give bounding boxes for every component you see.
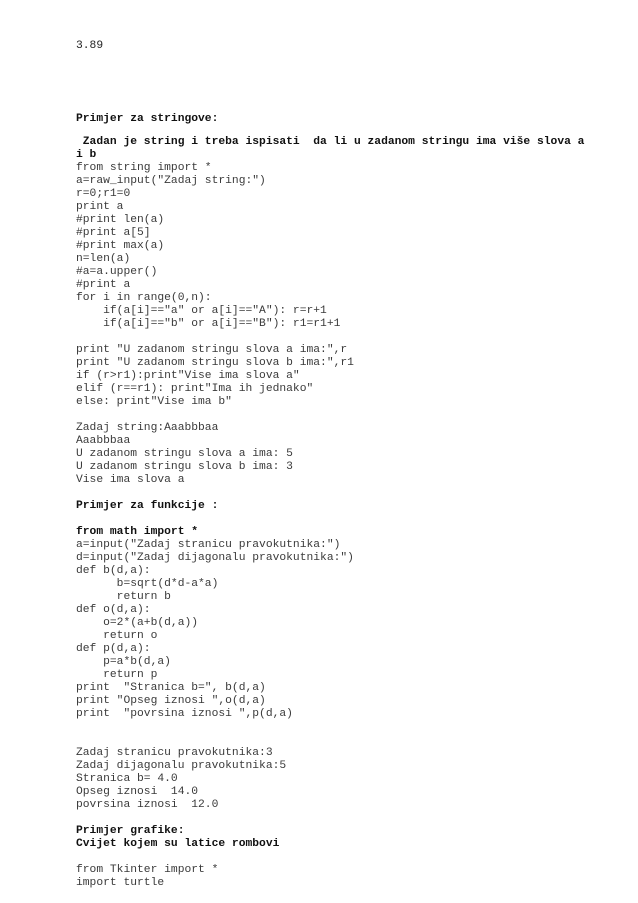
code-line: elif (r==r1): print"Ima ih jednako" <box>76 383 314 395</box>
page-number: 3.89 <box>76 40 104 52</box>
code-line: #print a[5] <box>76 227 151 239</box>
output-line: povrsina iznosi 12.0 <box>76 799 219 811</box>
functions-import-line: from math import * <box>76 526 199 538</box>
code-line: else: print"Vise ima b" <box>76 396 232 408</box>
graphics-subheading: Cvijet kojem su latice rombovi <box>76 838 280 850</box>
graphics-heading: Primjer grafike: <box>76 825 185 837</box>
code-line: if (r>r1):print"Vise ima slova a" <box>76 370 300 382</box>
code-line: def p(d,a): <box>76 643 151 655</box>
output-line: Stranica b= 4.0 <box>76 773 178 785</box>
code-line: return p <box>76 669 158 681</box>
code-line: #a=a.upper() <box>76 266 158 278</box>
code-line: r=0;r1=0 <box>76 188 131 200</box>
code-line: p=a*b(d,a) <box>76 656 171 668</box>
output-line: Aaabbbaa <box>76 435 131 447</box>
code-line: if(a[i]=="b" or a[i]=="B"): r1=r1+1 <box>76 318 341 330</box>
strings-heading: Primjer za stringove: <box>76 113 219 125</box>
code-line: print "povrsina iznosi ",p(d,a) <box>76 708 293 720</box>
functions-heading: Primjer za funkcije : <box>76 500 219 512</box>
code-line: d=input("Zadaj dijagonalu pravokutnika:") <box>76 552 354 564</box>
output-line: U zadanom stringu slova a ima: 5 <box>76 448 293 460</box>
output-line: Zadaj string:Aaabbbaa <box>76 422 219 434</box>
output-line: Zadaj stranicu pravokutnika:3 <box>76 747 273 759</box>
strings-task-line-1: Zadan je string i treba ispisati da li u zadanom stringu ima više slova a <box>76 136 585 148</box>
code-line: def b(d,a): <box>76 565 151 577</box>
code-line: print "U zadanom stringu slova b ima:",r1 <box>76 357 354 369</box>
code-line: from Tkinter import * <box>76 864 219 876</box>
code-line: #print a <box>76 279 131 291</box>
strings-task-line-2: i b <box>76 149 97 161</box>
code-line: if(a[i]=="a" or a[i]=="A"): r=r+1 <box>76 305 327 317</box>
output-line: Zadaj dijagonalu pravokutnika:5 <box>76 760 287 772</box>
code-line: def o(d,a): <box>76 604 151 616</box>
code-line: a=input("Zadaj stranicu pravokutnika:") <box>76 539 341 551</box>
code-line: for i in range(0,n): <box>76 292 212 304</box>
code-line: print "Opseg iznosi ",o(d,a) <box>76 695 266 707</box>
code-line: print "U zadanom stringu slova a ima:",r <box>76 344 348 356</box>
code-line: b=sqrt(d*d-a*a) <box>76 578 219 590</box>
code-line: import turtle <box>76 877 165 889</box>
output-line: Vise ima slova a <box>76 474 185 486</box>
code-line: a=raw_input("Zadaj string:") <box>76 175 266 187</box>
code-line: return o <box>76 630 158 642</box>
code-line: n=len(a) <box>76 253 131 265</box>
code-line: print "Stranica b=", b(d,a) <box>76 682 266 694</box>
code-line: return b <box>76 591 171 603</box>
output-line: Opseg iznosi 14.0 <box>76 786 199 798</box>
output-line: U zadanom stringu slova b ima: 3 <box>76 461 293 473</box>
code-line: print a <box>76 201 124 213</box>
code-line: #print max(a) <box>76 240 165 252</box>
code-line: o=2*(a+b(d,a)) <box>76 617 199 629</box>
code-line: #print len(a) <box>76 214 165 226</box>
code-line: from string import * <box>76 162 212 174</box>
